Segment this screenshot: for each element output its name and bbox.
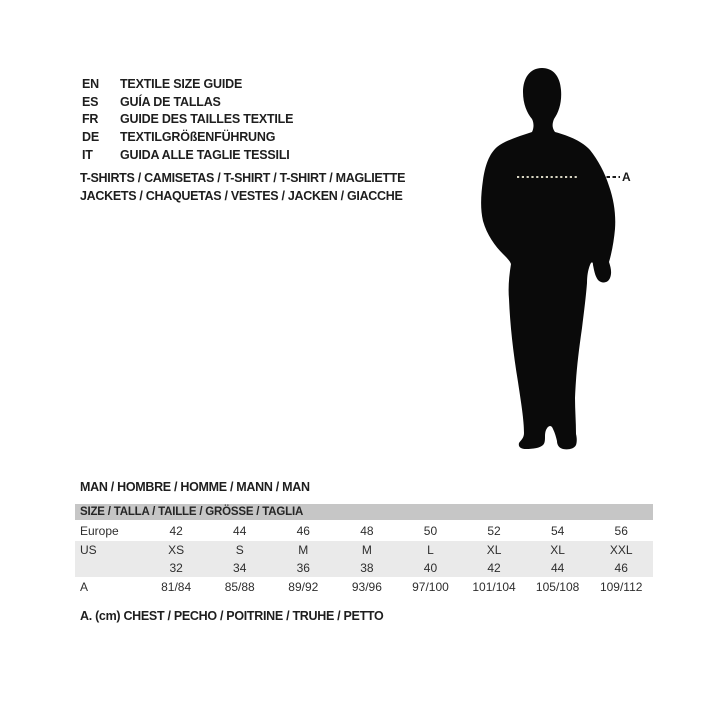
size-value: XL: [550, 543, 565, 557]
language-row-de: [82, 129, 293, 147]
size-value: 34: [233, 561, 247, 575]
language-row-fr: [82, 111, 293, 129]
size-table-header: SIZE / TALLA / TAILLE / GRÖSSE / TAGLIA: [75, 504, 653, 520]
product-line-tshirts: T-SHIRTS / CAMISETAS / T-SHIRT / T-SHIRT / MAGLIETTE: [80, 171, 406, 185]
chest-range-value: 105/108: [535, 579, 580, 594]
guide-title-de: TEXTILGRÖßENFÜHRUNG: [120, 130, 276, 145]
size-value: 40: [423, 561, 438, 575]
guide-title-fr: GUIDE DES TAILLES TEXTILE: [120, 112, 294, 127]
row-label: US: [80, 543, 97, 557]
guide-title-en: TEXTILE SIZE GUIDE: [120, 77, 243, 91]
size-value: XL: [486, 543, 502, 557]
language-code: DE: [82, 130, 99, 145]
size-value: 46: [614, 561, 628, 575]
size-value: 44: [550, 561, 565, 575]
row-label: Europe: [80, 523, 119, 538]
size-table: [75, 504, 653, 596]
size-value: M: [361, 543, 372, 557]
table-row-us: [75, 541, 653, 559]
size-value: 42: [487, 561, 501, 575]
language-code: FR: [82, 112, 99, 127]
chest-range-value: 101/104: [472, 579, 516, 594]
size-value: 48: [360, 523, 374, 538]
language-code: ES: [82, 94, 99, 109]
size-value: S: [235, 543, 244, 557]
size-value: 50: [423, 523, 438, 538]
size-value: XS: [168, 543, 185, 557]
section-title-man: MAN / HOMBRE / HOMME / MANN / MAN: [80, 480, 310, 494]
chest-range-value: 109/112: [599, 579, 643, 594]
size-value: 46: [296, 523, 310, 538]
size-value: 52: [487, 523, 501, 538]
table-row-europe: [75, 520, 653, 541]
size-value: 36: [296, 561, 310, 575]
size-value: 38: [360, 561, 374, 575]
table-row-chest-cm: [75, 577, 653, 596]
chest-range-value: 93/96: [351, 579, 382, 594]
size-value: XXL: [609, 543, 633, 557]
man-silhouette: [440, 40, 700, 480]
measure-label-a: A: [622, 170, 631, 184]
language-row-en: [82, 76, 293, 94]
language-code: EN: [82, 77, 99, 91]
chest-range-value: 89/92: [288, 579, 319, 594]
size-value: 42: [169, 523, 183, 538]
size-value: 56: [614, 523, 628, 538]
size-value: M: [298, 543, 309, 557]
man-silhouette-path: [481, 68, 615, 449]
measurement-footnote: A. (cm) CHEST / PECHO / POITRINE / TRUHE / PETTO: [80, 609, 384, 623]
chest-range-value: 81/84: [161, 579, 192, 594]
size-value: 32: [169, 561, 183, 575]
table-row-numeric: [75, 559, 653, 577]
size-value: L: [427, 543, 434, 557]
size-value: 44: [233, 523, 247, 538]
language-code: IT: [82, 147, 93, 162]
guide-title-es: GUÍA DE TALLAS: [120, 94, 221, 109]
guide-title-it: GUIDA ALLE TAGLIE TESSILI: [120, 147, 290, 162]
chest-range-value: 97/100: [412, 579, 449, 594]
chest-range-value: 85/88: [224, 579, 255, 594]
man-silhouette-figure: [440, 40, 700, 480]
language-row-es: [82, 94, 293, 112]
size-value: 54: [550, 523, 565, 538]
product-line-jackets: JACKETS / CHAQUETAS / VESTES / JACKEN / GIACCHE: [80, 189, 403, 204]
product-category-lines: [80, 169, 405, 206]
language-guide-list: [82, 76, 293, 165]
row-label: A: [80, 579, 89, 594]
language-row-it: [82, 147, 293, 165]
